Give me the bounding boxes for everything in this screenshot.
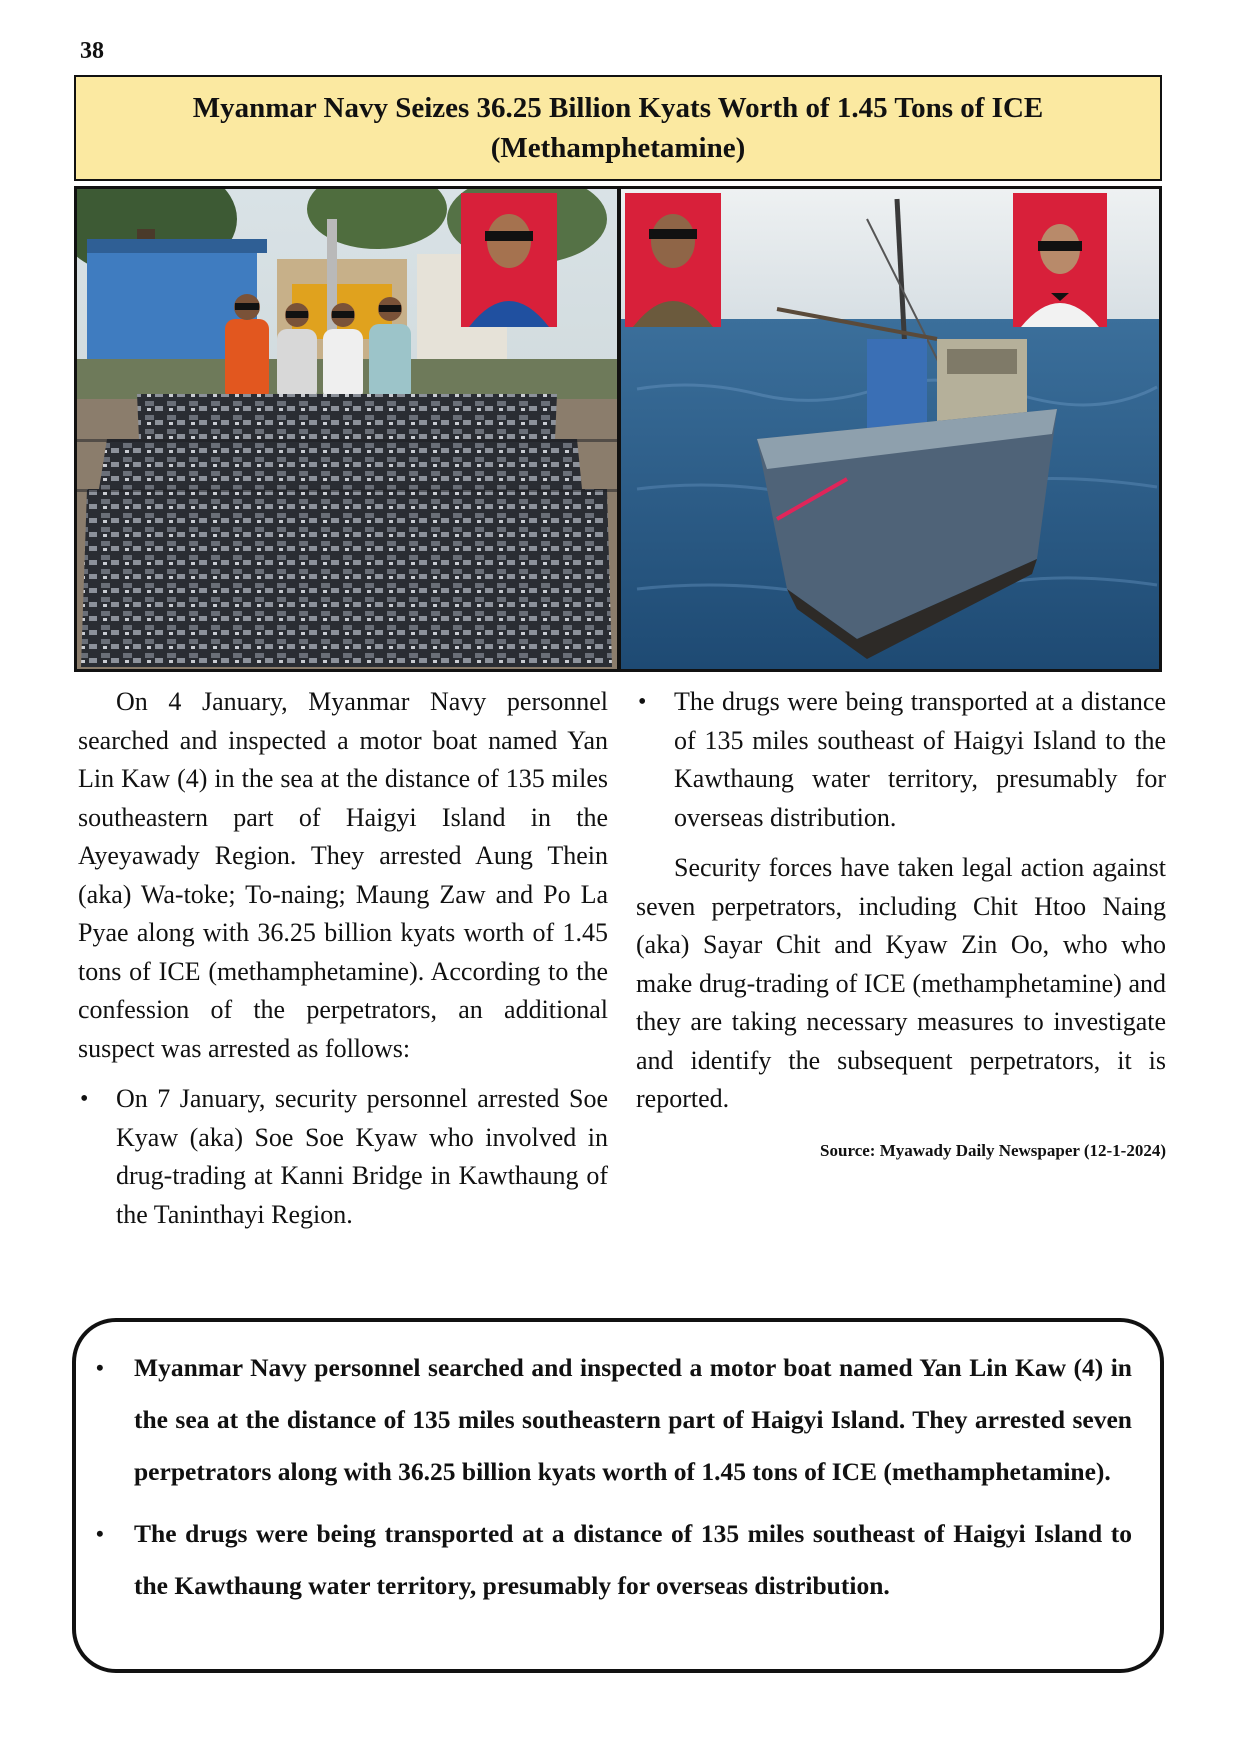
left-bullet-item: [78, 1080, 608, 1234]
title-line-2: (Methamphetamine): [490, 132, 746, 164]
right-column: [636, 683, 1166, 1163]
bullet-icon: •: [638, 689, 647, 715]
summary-item: [96, 1342, 1132, 1498]
boat-photo: [621, 189, 1159, 669]
summary-item-text: Myanmar Navy personnel searched and inspected a motor boat named Yan Lin Kaw (4) in the sea at the distance of 135 miles southeastern part of Haigyi Island. They arrested seven perpetrators along with 36.25 billion kyats worth of 1.45 tons of ICE (methamphetamine).: [134, 1353, 1132, 1486]
bullet-icon: •: [96, 1521, 104, 1546]
article-title: [74, 75, 1162, 181]
seizure-photo: [77, 189, 617, 669]
source-citation: Source: Myawady Daily Newspaper (12-1-2024): [820, 1140, 1166, 1160]
summary-box: [72, 1318, 1164, 1673]
summary-item: [96, 1508, 1132, 1612]
right-bullet-item: [636, 683, 1166, 837]
bullet-icon: •: [80, 1086, 89, 1112]
closing-paragraph: Security forces have taken legal action against seven perpetrators, including Chit Htoo Naing (aka) Sayar Chit and Kyaw Zin Oo, who who make drug-trading of ICE (methamphetamine) and they are taking necessary measures to investigate and identify the subsequent perpetrators, it is reported.: [636, 853, 1166, 1113]
bullet-icon: •: [96, 1355, 104, 1380]
right-bullet-text: The drugs were being transported at a distance of 135 miles southeast of Haigyi Island to the Kawthaung water territory, presumably for overseas distribution.: [674, 687, 1166, 832]
intro-paragraph: On 4 January, Myanmar Navy personnel searched and inspected a motor boat named Yan Lin Kaw (4) in the sea at the distance of 135 miles southeastern part of Haigyi Island in the Ayeyawady Region. They arrested Aung Thein (aka) Wa-toke; To-naing; Maung Zaw and Po La Pyae along with 36.25 billion kyats worth of 1.45 tons of ICE (methamphetamine). According to the confession of the perpetrators, an additional suspect was arrested as follows:: [78, 687, 608, 1063]
title-line-1: Myanmar Navy Seizes 36.25 Billion Kyats Worth of 1.45 Tons of ICE: [192, 92, 1044, 124]
suspect-portrait-3: [1013, 193, 1107, 327]
suspect-portrait-1: [461, 193, 557, 327]
left-column: [78, 683, 608, 1234]
suspect-portrait-2: [625, 193, 721, 327]
drug-bags-pile: [77, 394, 617, 667]
left-bullet-text: On 7 January, security personnel arrested Soe Kyaw (aka) Soe Soe Kyaw who involved in drug-trading at Kanni Bridge in Kawthaung of the Taninthayi Region.: [116, 1084, 608, 1229]
photo-collage: [74, 186, 1162, 672]
summary-item-text: The drugs were being transported at a distance of 135 miles southeast of Haigyi Island to the Kawthaung water territory, presumably for overseas distribution.: [134, 1519, 1132, 1600]
page-number: 38: [80, 38, 104, 64]
